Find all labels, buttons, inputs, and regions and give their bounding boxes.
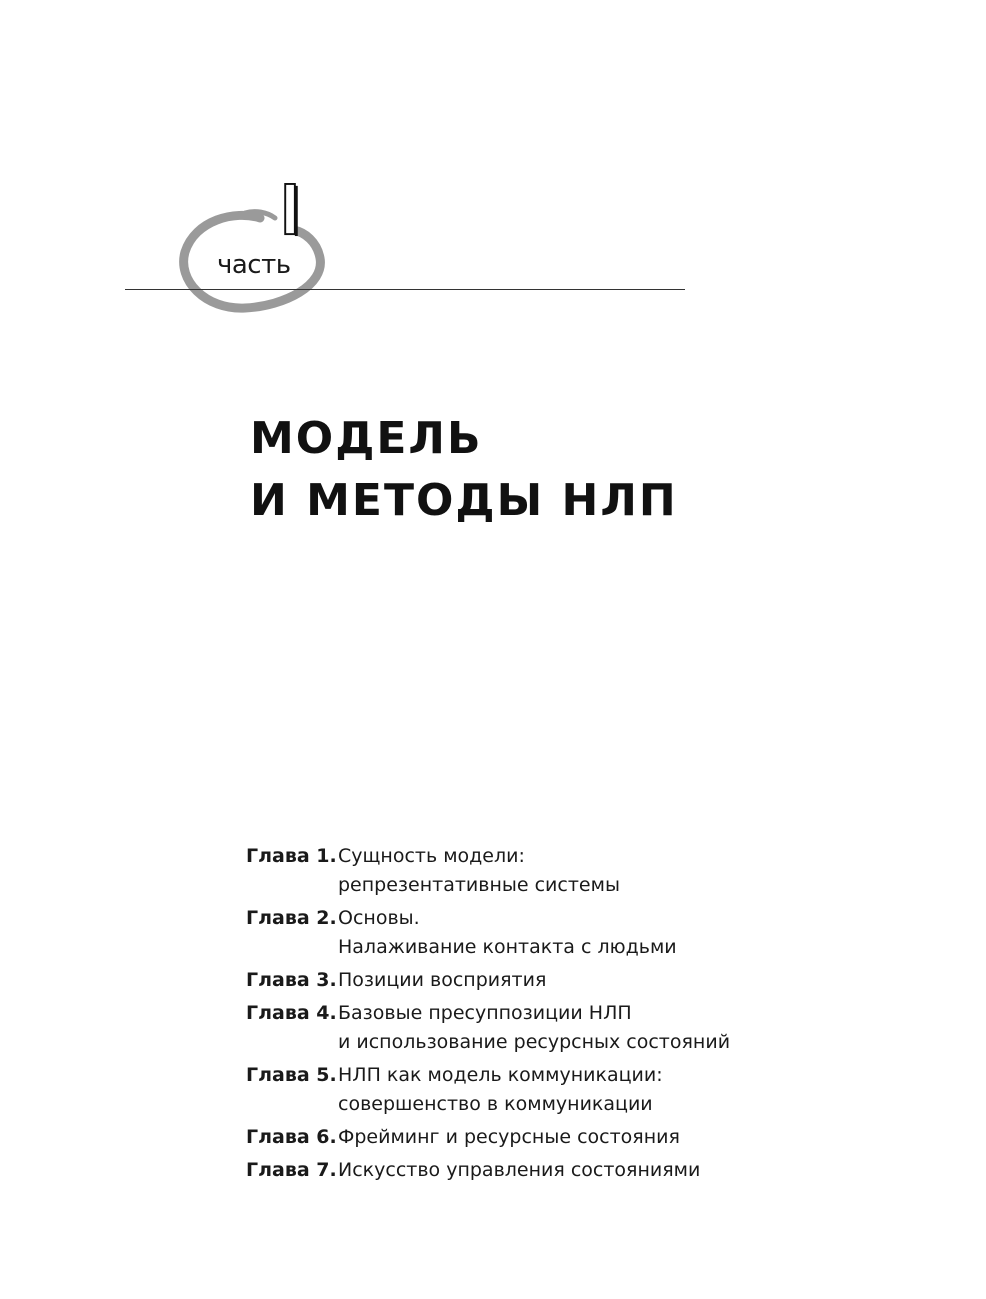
chapter-label: Глава 7. bbox=[246, 1159, 337, 1181]
chapter-title-line: репрезентативные системы bbox=[338, 874, 620, 896]
chapter-title bbox=[338, 999, 730, 1057]
chapter-title-line: Основы. bbox=[338, 907, 420, 929]
chapter-title bbox=[338, 966, 546, 995]
chapter-title bbox=[338, 1156, 700, 1185]
chapter-title-line: и использование ресурсных состояний bbox=[338, 1031, 731, 1053]
chapter-title-line: Искусство управления состояниями bbox=[338, 1159, 701, 1181]
chapter-label: Глава 1. bbox=[246, 845, 337, 867]
chapter-title-line: Налаживание контакта с людьми bbox=[338, 936, 677, 958]
chapter-title bbox=[338, 1061, 663, 1119]
chapter-title bbox=[338, 1123, 680, 1152]
chapter-item bbox=[246, 1123, 730, 1152]
chapter-label: Глава 3. bbox=[246, 969, 337, 991]
chapter-title bbox=[338, 842, 620, 900]
chapter-item bbox=[246, 999, 730, 1057]
chapter-label: Глава 2. bbox=[246, 907, 337, 929]
chapter-list bbox=[246, 842, 730, 1189]
chapter-item bbox=[246, 1061, 730, 1119]
divider-line bbox=[125, 289, 685, 290]
part-title bbox=[250, 408, 678, 532]
chapter-item bbox=[246, 904, 730, 962]
chapter-title-line: Позиции восприятия bbox=[338, 969, 547, 991]
chapter-label: Глава 6. bbox=[246, 1126, 337, 1148]
chapter-label: Глава 4. bbox=[246, 1002, 337, 1024]
part-label: часть bbox=[217, 250, 291, 280]
chapter-item bbox=[246, 1156, 730, 1185]
chapter-item bbox=[246, 966, 730, 995]
chapter-title-line: НЛП как модель коммуникации: bbox=[338, 1064, 663, 1086]
chapter-title-line: Базовые пресуппозиции НЛП bbox=[338, 1002, 632, 1024]
chapter-title bbox=[338, 904, 677, 962]
part-title-line-1: МОДЕЛЬ bbox=[250, 413, 483, 464]
chapter-item bbox=[246, 842, 730, 900]
chapter-label: Глава 5. bbox=[246, 1064, 337, 1086]
roman-numeral-one-icon bbox=[284, 183, 298, 237]
part-title-line-2: И МЕТОДЫ НЛП bbox=[250, 475, 678, 526]
chapter-title-line: совершенство в коммуникации bbox=[338, 1093, 653, 1115]
chapter-title-line: Фрейминг и ресурсные состояния bbox=[338, 1126, 680, 1148]
chapter-title-line: Сущность модели: bbox=[338, 845, 525, 867]
